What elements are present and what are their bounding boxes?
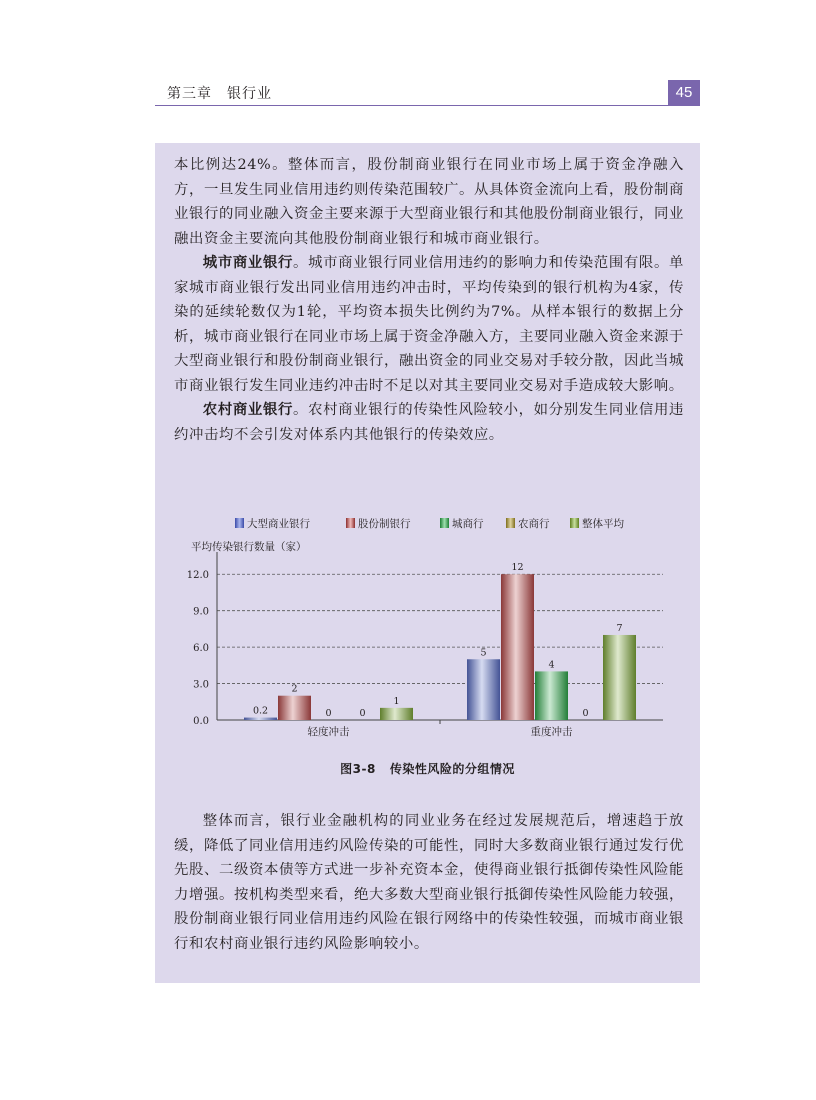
- data-label: 4: [548, 659, 555, 671]
- legend-label: 大型商业银行: [247, 518, 310, 530]
- paragraph-2-lead: 城市商业银行: [202, 254, 294, 271]
- legend-label: 城商行: [452, 518, 484, 530]
- bar-chart: [185, 538, 675, 748]
- data-label: 5: [480, 647, 487, 659]
- text-block-bottom: [174, 809, 684, 956]
- legend-label: 股份制银行: [358, 518, 411, 530]
- y-tick-label: 9.0: [193, 606, 209, 618]
- legend-label: 整体平均: [582, 518, 624, 530]
- y-tick-label: 12.0: [186, 570, 209, 582]
- legend-item-overall-average: [570, 516, 624, 531]
- paragraph-2: [174, 251, 684, 398]
- paragraph-1: 本比例达24%。整体而言，股份制商业银行在同业市场上属于资金净融入方，一旦发生同业信用违约则传染范围较广。从具体资金流向上看，股份制商业银行的同业融入资金主要来源于大型商业银行和其他股份制商业银行，同业融出资金主要流向其他股份制商业银行和城市商业银行。: [174, 157, 684, 247]
- paragraph-3-body: 。农村商业银行的传染性风险较小，如分别发生同业信用违约冲击均不会引发对体系内其他银行的传染效应。: [174, 402, 684, 443]
- x-tick-label: 重度冲击: [530, 726, 573, 738]
- data-label: 0: [325, 708, 332, 719]
- y-tick-label: 3.0: [193, 679, 209, 691]
- legend-label: 农商行: [518, 518, 550, 530]
- figure-title: 传染性风险的分组情况: [389, 762, 515, 776]
- data-label: 7: [616, 622, 623, 634]
- data-label: 0: [582, 708, 589, 719]
- data-label: 0: [359, 708, 366, 719]
- bar: [603, 635, 636, 720]
- bar: [467, 659, 500, 720]
- text-block-top: [174, 153, 684, 447]
- page-number: 45: [668, 80, 700, 105]
- legend-swatch: [440, 518, 449, 528]
- y-axis-label: 平均传染银行数量（家）: [191, 541, 307, 553]
- legend-item-rural-banks: [506, 516, 550, 531]
- data-label: 1: [393, 695, 400, 707]
- figure-caption: [155, 760, 700, 777]
- paragraph-2-body: 。城市商业银行同业信用违约的影响力和传染范围有限。单家城市商业银行发出同业信用违约冲击时，平均传染到的银行机构为4家，传染的延续轮数仅为1轮，平均资本损失比例约为7%。从样本银行的数据上分析，城市商业银行在同业市场上属于资金净融入方，主要同业融入资金来源于大型商业银行和股份制商业银行，融出资金的同业交易对手较分散，因此当城市商业银行发生同业违约冲击时不足以对其主要同业交易对手造成较大影响。: [174, 255, 684, 394]
- paragraph-3: [174, 398, 684, 447]
- figure-number: 图3-8: [340, 762, 376, 776]
- y-tick-label: 0.0: [193, 716, 209, 727]
- content-box: [155, 143, 700, 983]
- x-tick-label: 轻度冲击: [307, 726, 350, 738]
- data-label: 2: [291, 683, 298, 695]
- bar: [380, 708, 413, 720]
- data-label: 12: [511, 562, 524, 574]
- legend-swatch: [235, 518, 244, 528]
- legend-swatch: [346, 518, 355, 528]
- bar: [501, 574, 534, 720]
- bar: [535, 671, 568, 720]
- bar: [278, 696, 311, 720]
- bar: [244, 718, 277, 720]
- data-label: 0.2: [252, 705, 269, 717]
- legend-swatch: [570, 518, 579, 528]
- chapter-title: 第三章 银行业: [167, 86, 272, 102]
- y-tick-label: 6.0: [193, 643, 209, 655]
- page-header: [155, 80, 700, 106]
- header-rule: [155, 105, 700, 106]
- legend-item-joint-stock-banks: [346, 516, 411, 531]
- legend-item-large-banks: [235, 516, 310, 531]
- paragraph-4: 整体而言，银行业金融机构的同业业务在经过发展规范后，增速趋于放缓，降低了同业信用违约风险传染的可能性，同时大多数商业银行通过发行优先股、二级资本债等方式进一步补充资本金，使得商业银行抵御传染性风险能力增强。按机构类型来看，绝大多数大型商业银行抵御传染性风险能力较强，股份制商业银行同业信用违约风险在银行网络中的传染性较强，而城市商业银行和农村商业银行违约风险影响较小。: [174, 813, 684, 952]
- legend-item-city-banks: [440, 516, 484, 531]
- paragraph-3-lead: 农村商业银行: [202, 401, 294, 418]
- legend-swatch: [506, 518, 515, 528]
